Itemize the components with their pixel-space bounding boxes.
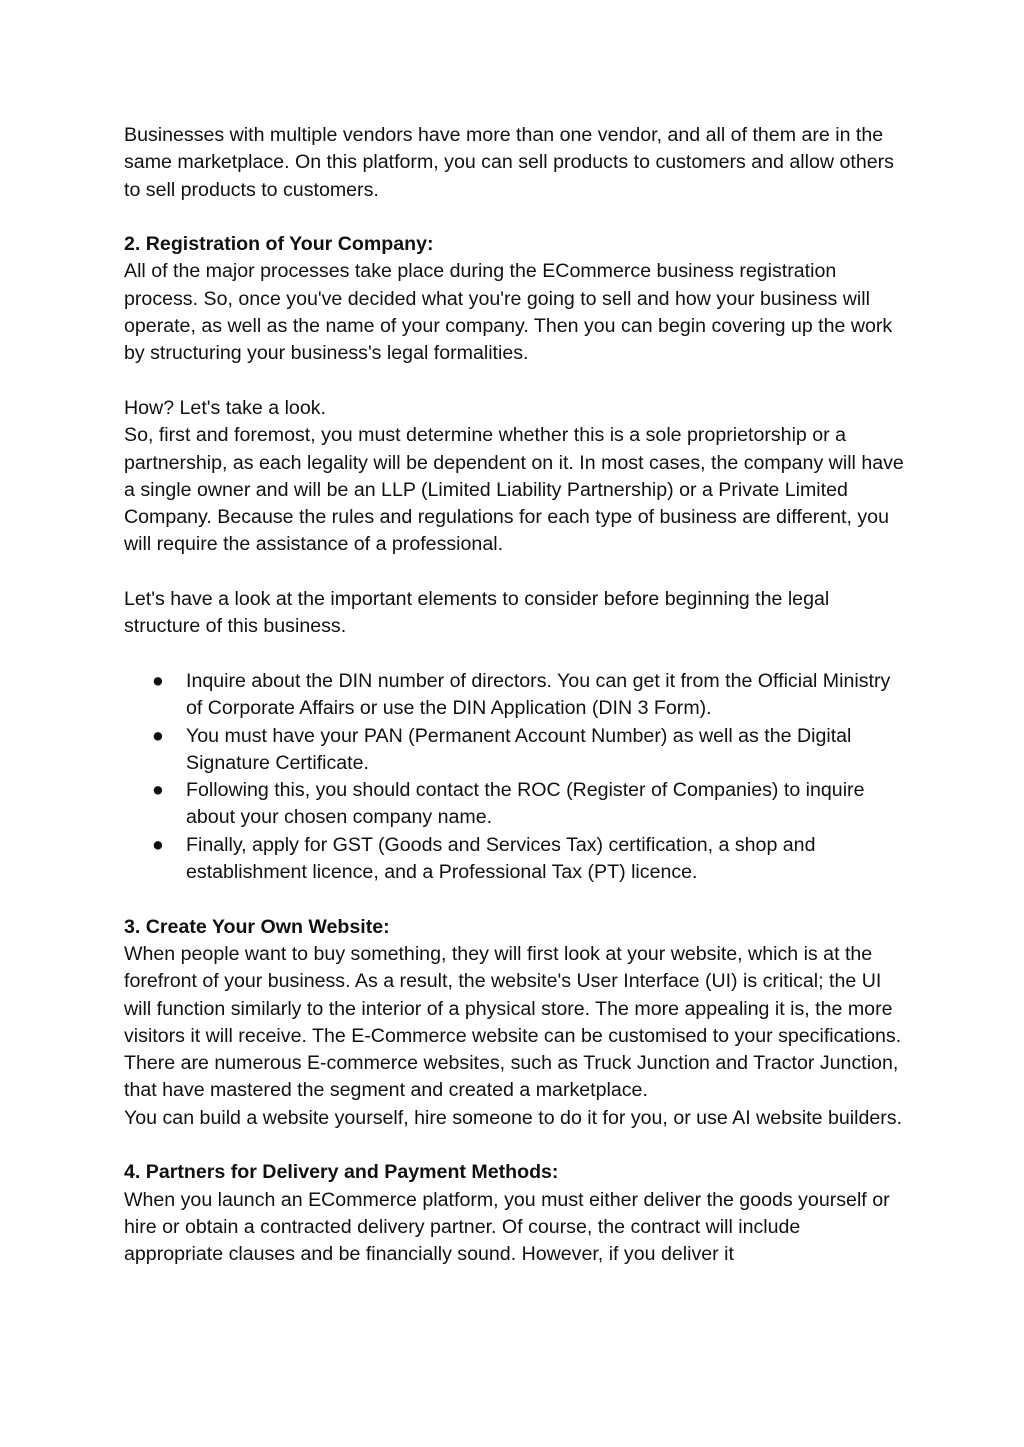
paragraph-gap bbox=[124, 559, 904, 586]
section-2-paragraph-3: So, first and foremost, you must determine whether this is a sole proprietorship or a partnership, as each legality will be dependent on it. In most cases, the company will have a single owner and will be an LLP (Limited Liability Partnership) or a Private Limited Company. Because the rules and regulations for each type of business are different, you will require the assistance of a professional. bbox=[124, 424, 904, 556]
requirements-bullet-list bbox=[124, 668, 904, 886]
bullet-text: Finally, apply for GST (Goods and Services Tax) certification, a shop and establishment licence, and a Professional Tax (PT) licence. bbox=[186, 833, 816, 884]
bullet-text: Following this, you should contact the ROC (Register of Companies) to inquire about your chosen company name. bbox=[186, 779, 865, 829]
section-3-heading: 3. Create Your Own Website: bbox=[124, 915, 390, 938]
paragraph-gap bbox=[124, 204, 904, 231]
paragraph-gap bbox=[124, 641, 904, 668]
section-3-paragraph-2: You can build a website yourself, hire someone to do it for you, or use AI website builders. bbox=[124, 1106, 903, 1129]
paragraph-gap bbox=[124, 1132, 904, 1159]
paragraph-gap bbox=[124, 886, 904, 913]
bullet-item bbox=[152, 777, 904, 832]
intro-paragraph: Businesses with multiple vendors have more than one vendor, and all of them are in the same marketplace. On this platform, you can sell products to customers and allow others to sell products to customers. bbox=[124, 124, 894, 201]
bullet-text: You must have your PAN (Permanent Account Number) as well as the Digital Signature Certificate. bbox=[186, 724, 852, 774]
bullet-icon: ● bbox=[152, 724, 164, 747]
bullet-icon: ● bbox=[152, 779, 164, 802]
bullet-icon: ● bbox=[152, 833, 164, 856]
bullet-item bbox=[152, 723, 904, 778]
section-2-paragraph-1: All of the major processes take place during the ECommerce business registration process. So, once you've decided what you're going to sell and how your business will operate, as well as the name of your company. Then you can begin covering up the work by structuring your business's legal formalities. bbox=[124, 260, 893, 365]
section-4-heading: 4. Partners for Delivery and Payment Methods: bbox=[124, 1161, 559, 1184]
section-2-paragraph-4: Let's have a look at the important elements to consider before beginning the legal structure of this business. bbox=[124, 588, 830, 638]
bullet-item bbox=[152, 668, 904, 723]
paragraph-gap bbox=[124, 368, 904, 395]
section-3-paragraph-1: When people want to buy something, they will first look at your website, which is at the forefront of your business. As a result, the website's User Interface (UI) is critical; the UI will function similarly to the interior of a physical store. The more appealing it is, the more visitors it will receive. The E-Commerce website can be customised to your specifications. There are numerous E-commerce websites, such as Truck Junction and Tractor Junction, that have mastered the segment and created a marketplace. bbox=[124, 942, 902, 1102]
bullet-icon: ● bbox=[152, 669, 164, 692]
section-2-heading: 2. Registration of Your Company: bbox=[124, 233, 434, 256]
section-4-paragraph-1: When you launch an ECommerce platform, you must either deliver the goods yourself or hire or obtain a contracted delivery partner. Of course, the contract will include appropriate clauses and be financially sound. However, if you deliver it bbox=[124, 1188, 890, 1266]
bullet-item bbox=[152, 832, 904, 887]
bullet-text: Inquire about the DIN number of directors. You can get it from the Official Ministry of Corporate Affairs or use the DIN Application (DIN 3 Form). bbox=[186, 669, 891, 720]
section-2-paragraph-2: How? Let's take a look. bbox=[124, 396, 326, 419]
document-page bbox=[124, 122, 904, 1268]
